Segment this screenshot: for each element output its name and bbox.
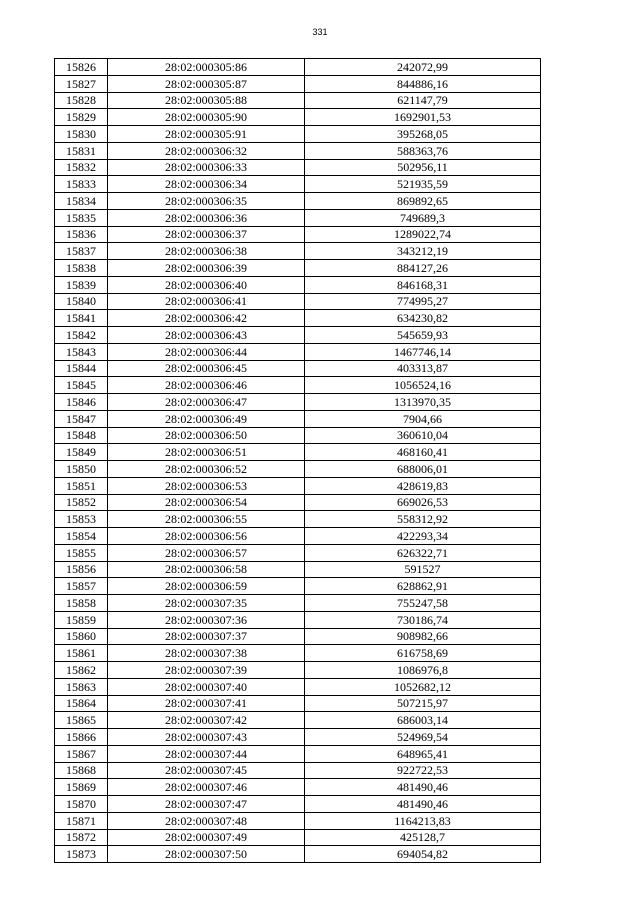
- row-number-cell: 15840: [55, 293, 108, 310]
- value-cell: 844886,16: [305, 75, 541, 92]
- value-cell: 908982,66: [305, 628, 541, 645]
- row-number-cell: 15851: [55, 477, 108, 494]
- value-cell: 730186,74: [305, 611, 541, 628]
- row-number-cell: 15869: [55, 779, 108, 796]
- cadastral-number-cell: 28:02:000306:34: [108, 176, 305, 193]
- table-row: [55, 628, 541, 645]
- row-number-cell: 15830: [55, 126, 108, 143]
- table-row: [55, 762, 541, 779]
- row-number-cell: 15833: [55, 176, 108, 193]
- table-row: [55, 578, 541, 595]
- row-number-cell: 15842: [55, 327, 108, 344]
- row-number-cell: 15868: [55, 762, 108, 779]
- value-cell: 922722,53: [305, 762, 541, 779]
- row-number-cell: 15828: [55, 92, 108, 109]
- value-cell: 648965,41: [305, 745, 541, 762]
- row-number-cell: 15844: [55, 360, 108, 377]
- table-row: [55, 729, 541, 746]
- cadastral-number-cell: 28:02:000306:44: [108, 343, 305, 360]
- table-row: [55, 159, 541, 176]
- value-cell: 360610,04: [305, 427, 541, 444]
- value-cell: 1289022,74: [305, 226, 541, 243]
- cadastral-number-cell: 28:02:000307:46: [108, 779, 305, 796]
- table-row: [55, 695, 541, 712]
- table-row: [55, 745, 541, 762]
- value-cell: 1692901,53: [305, 109, 541, 126]
- cadastral-number-cell: 28:02:000307:38: [108, 645, 305, 662]
- cadastral-number-cell: 28:02:000305:88: [108, 92, 305, 109]
- cadastral-number-cell: 28:02:000307:44: [108, 745, 305, 762]
- cadastral-number-cell: 28:02:000307:47: [108, 796, 305, 813]
- value-cell: 591527: [305, 561, 541, 578]
- row-number-cell: 15843: [55, 343, 108, 360]
- value-cell: 481490,46: [305, 779, 541, 796]
- table-row: [55, 75, 541, 92]
- cadastral-number-cell: 28:02:000306:40: [108, 276, 305, 293]
- value-cell: 403313,87: [305, 360, 541, 377]
- value-cell: 7904,66: [305, 410, 541, 427]
- table-row: [55, 142, 541, 159]
- table-row: [55, 611, 541, 628]
- value-cell: 428619,83: [305, 477, 541, 494]
- value-cell: 1086976,8: [305, 662, 541, 679]
- row-number-cell: 15850: [55, 461, 108, 478]
- table-row: [55, 461, 541, 478]
- table-row: [55, 544, 541, 561]
- table-row: [55, 595, 541, 612]
- table-row: [55, 528, 541, 545]
- value-cell: 846168,31: [305, 276, 541, 293]
- registry-table: [54, 58, 541, 863]
- table-row: [55, 444, 541, 461]
- table-row: [55, 276, 541, 293]
- value-cell: 749689,3: [305, 209, 541, 226]
- cadastral-number-cell: 28:02:000306:52: [108, 461, 305, 478]
- cadastral-number-cell: 28:02:000306:57: [108, 544, 305, 561]
- row-number-cell: 15847: [55, 410, 108, 427]
- value-cell: 1052682,12: [305, 678, 541, 695]
- row-number-cell: 15838: [55, 260, 108, 277]
- value-cell: 242072,99: [305, 59, 541, 76]
- table-row: [55, 343, 541, 360]
- row-number-cell: 15864: [55, 695, 108, 712]
- table-row: [55, 193, 541, 210]
- table-row: [55, 712, 541, 729]
- row-number-cell: 15839: [55, 276, 108, 293]
- value-cell: 634230,82: [305, 310, 541, 327]
- cadastral-number-cell: 28:02:000305:91: [108, 126, 305, 143]
- table-row: [55, 796, 541, 813]
- row-number-cell: 15873: [55, 846, 108, 863]
- table-row: [55, 394, 541, 411]
- cadastral-number-cell: 28:02:000306:54: [108, 494, 305, 511]
- cadastral-number-cell: 28:02:000307:49: [108, 829, 305, 846]
- table-row: [55, 494, 541, 511]
- row-number-cell: 15858: [55, 595, 108, 612]
- value-cell: 1164213,83: [305, 812, 541, 829]
- cadastral-number-cell: 28:02:000306:59: [108, 578, 305, 595]
- cadastral-number-cell: 28:02:000307:36: [108, 611, 305, 628]
- cadastral-number-cell: 28:02:000305:87: [108, 75, 305, 92]
- table-row: [55, 561, 541, 578]
- cadastral-number-cell: 28:02:000305:90: [108, 109, 305, 126]
- cadastral-number-cell: 28:02:000306:51: [108, 444, 305, 461]
- value-cell: 669026,53: [305, 494, 541, 511]
- table-row: [55, 293, 541, 310]
- row-number-cell: 15845: [55, 377, 108, 394]
- row-number-cell: 15871: [55, 812, 108, 829]
- row-number-cell: 15832: [55, 159, 108, 176]
- table-row: [55, 92, 541, 109]
- value-cell: 558312,92: [305, 511, 541, 528]
- row-number-cell: 15856: [55, 561, 108, 578]
- row-number-cell: 15826: [55, 59, 108, 76]
- value-cell: 774995,27: [305, 293, 541, 310]
- row-number-cell: 15829: [55, 109, 108, 126]
- cadastral-number-cell: 28:02:000306:33: [108, 159, 305, 176]
- value-cell: 626322,71: [305, 544, 541, 561]
- value-cell: 1313970,35: [305, 394, 541, 411]
- value-cell: 521935,59: [305, 176, 541, 193]
- table-row: [55, 846, 541, 863]
- row-number-cell: 15831: [55, 142, 108, 159]
- table-row: [55, 209, 541, 226]
- table-row: [55, 645, 541, 662]
- row-number-cell: 15846: [55, 394, 108, 411]
- cadastral-number-cell: 28:02:000306:53: [108, 477, 305, 494]
- page-number: 331: [312, 27, 328, 37]
- value-cell: 1056524,16: [305, 377, 541, 394]
- row-number-cell: 15861: [55, 645, 108, 662]
- cadastral-number-cell: 28:02:000306:42: [108, 310, 305, 327]
- row-number-cell: 15841: [55, 310, 108, 327]
- row-number-cell: 15855: [55, 544, 108, 561]
- value-cell: 588363,76: [305, 142, 541, 159]
- table-row: [55, 410, 541, 427]
- value-cell: 688006,01: [305, 461, 541, 478]
- row-number-cell: 15848: [55, 427, 108, 444]
- value-cell: 524969,54: [305, 729, 541, 746]
- cadastral-number-cell: 28:02:000307:43: [108, 729, 305, 746]
- cadastral-number-cell: 28:02:000306:37: [108, 226, 305, 243]
- row-number-cell: 15862: [55, 662, 108, 679]
- row-number-cell: 15835: [55, 209, 108, 226]
- row-number-cell: 15853: [55, 511, 108, 528]
- value-cell: 755247,58: [305, 595, 541, 612]
- value-cell: 686003,14: [305, 712, 541, 729]
- cadastral-number-cell: 28:02:000307:42: [108, 712, 305, 729]
- cadastral-number-cell: 28:02:000306:55: [108, 511, 305, 528]
- cadastral-number-cell: 28:02:000307:40: [108, 678, 305, 695]
- table-row: [55, 126, 541, 143]
- value-cell: 1467746,14: [305, 343, 541, 360]
- value-cell: 869892,65: [305, 193, 541, 210]
- cadastral-number-cell: 28:02:000306:38: [108, 243, 305, 260]
- table-row: [55, 360, 541, 377]
- cadastral-number-cell: 28:02:000306:39: [108, 260, 305, 277]
- value-cell: 884127,26: [305, 260, 541, 277]
- table-row: [55, 59, 541, 76]
- table-row: [55, 176, 541, 193]
- row-number-cell: 15872: [55, 829, 108, 846]
- row-number-cell: 15854: [55, 528, 108, 545]
- value-cell: 395268,05: [305, 126, 541, 143]
- row-number-cell: 15836: [55, 226, 108, 243]
- cadastral-number-cell: 28:02:000306:43: [108, 327, 305, 344]
- table-row: [55, 511, 541, 528]
- row-number-cell: 15857: [55, 578, 108, 595]
- table-row: [55, 109, 541, 126]
- row-number-cell: 15849: [55, 444, 108, 461]
- value-cell: 621147,79: [305, 92, 541, 109]
- table-row: [55, 829, 541, 846]
- cadastral-number-cell: 28:02:000306:35: [108, 193, 305, 210]
- cadastral-number-cell: 28:02:000306:58: [108, 561, 305, 578]
- row-number-cell: 15837: [55, 243, 108, 260]
- cadastral-number-cell: 28:02:000306:56: [108, 528, 305, 545]
- cadastral-number-cell: 28:02:000307:39: [108, 662, 305, 679]
- cadastral-number-cell: 28:02:000307:45: [108, 762, 305, 779]
- registry-table-body: [55, 59, 541, 863]
- table-row: [55, 226, 541, 243]
- table-row: [55, 662, 541, 679]
- cadastral-number-cell: 28:02:000307:35: [108, 595, 305, 612]
- cadastral-number-cell: 28:02:000306:32: [108, 142, 305, 159]
- row-number-cell: 15870: [55, 796, 108, 813]
- cadastral-number-cell: 28:02:000306:47: [108, 394, 305, 411]
- table-row: [55, 310, 541, 327]
- cadastral-number-cell: 28:02:000306:46: [108, 377, 305, 394]
- row-number-cell: 15860: [55, 628, 108, 645]
- row-number-cell: 15852: [55, 494, 108, 511]
- cadastral-number-cell: 28:02:000307:50: [108, 846, 305, 863]
- value-cell: 628862,91: [305, 578, 541, 595]
- table-row: [55, 377, 541, 394]
- value-cell: 468160,41: [305, 444, 541, 461]
- value-cell: 507215,97: [305, 695, 541, 712]
- value-cell: 425128,7: [305, 829, 541, 846]
- value-cell: 422293,34: [305, 528, 541, 545]
- cadastral-number-cell: 28:02:000306:36: [108, 209, 305, 226]
- table-row: [55, 243, 541, 260]
- table-row: [55, 327, 541, 344]
- cadastral-number-cell: 28:02:000307:48: [108, 812, 305, 829]
- value-cell: 502956,11: [305, 159, 541, 176]
- value-cell: 343212,19: [305, 243, 541, 260]
- row-number-cell: 15867: [55, 745, 108, 762]
- row-number-cell: 15865: [55, 712, 108, 729]
- cadastral-number-cell: 28:02:000306:50: [108, 427, 305, 444]
- cadastral-number-cell: 28:02:000305:86: [108, 59, 305, 76]
- cadastral-number-cell: 28:02:000306:49: [108, 410, 305, 427]
- value-cell: 481490,46: [305, 796, 541, 813]
- table-row: [55, 477, 541, 494]
- table-row: [55, 812, 541, 829]
- row-number-cell: 15866: [55, 729, 108, 746]
- value-cell: 545659,93: [305, 327, 541, 344]
- cadastral-number-cell: 28:02:000306:41: [108, 293, 305, 310]
- value-cell: 616758,69: [305, 645, 541, 662]
- row-number-cell: 15863: [55, 678, 108, 695]
- cadastral-number-cell: 28:02:000306:45: [108, 360, 305, 377]
- value-cell: 694054,82: [305, 846, 541, 863]
- table-row: [55, 260, 541, 277]
- row-number-cell: 15827: [55, 75, 108, 92]
- table-row: [55, 427, 541, 444]
- row-number-cell: 15859: [55, 611, 108, 628]
- cadastral-number-cell: 28:02:000307:41: [108, 695, 305, 712]
- table-row: [55, 678, 541, 695]
- table-row: [55, 779, 541, 796]
- cadastral-number-cell: 28:02:000307:37: [108, 628, 305, 645]
- row-number-cell: 15834: [55, 193, 108, 210]
